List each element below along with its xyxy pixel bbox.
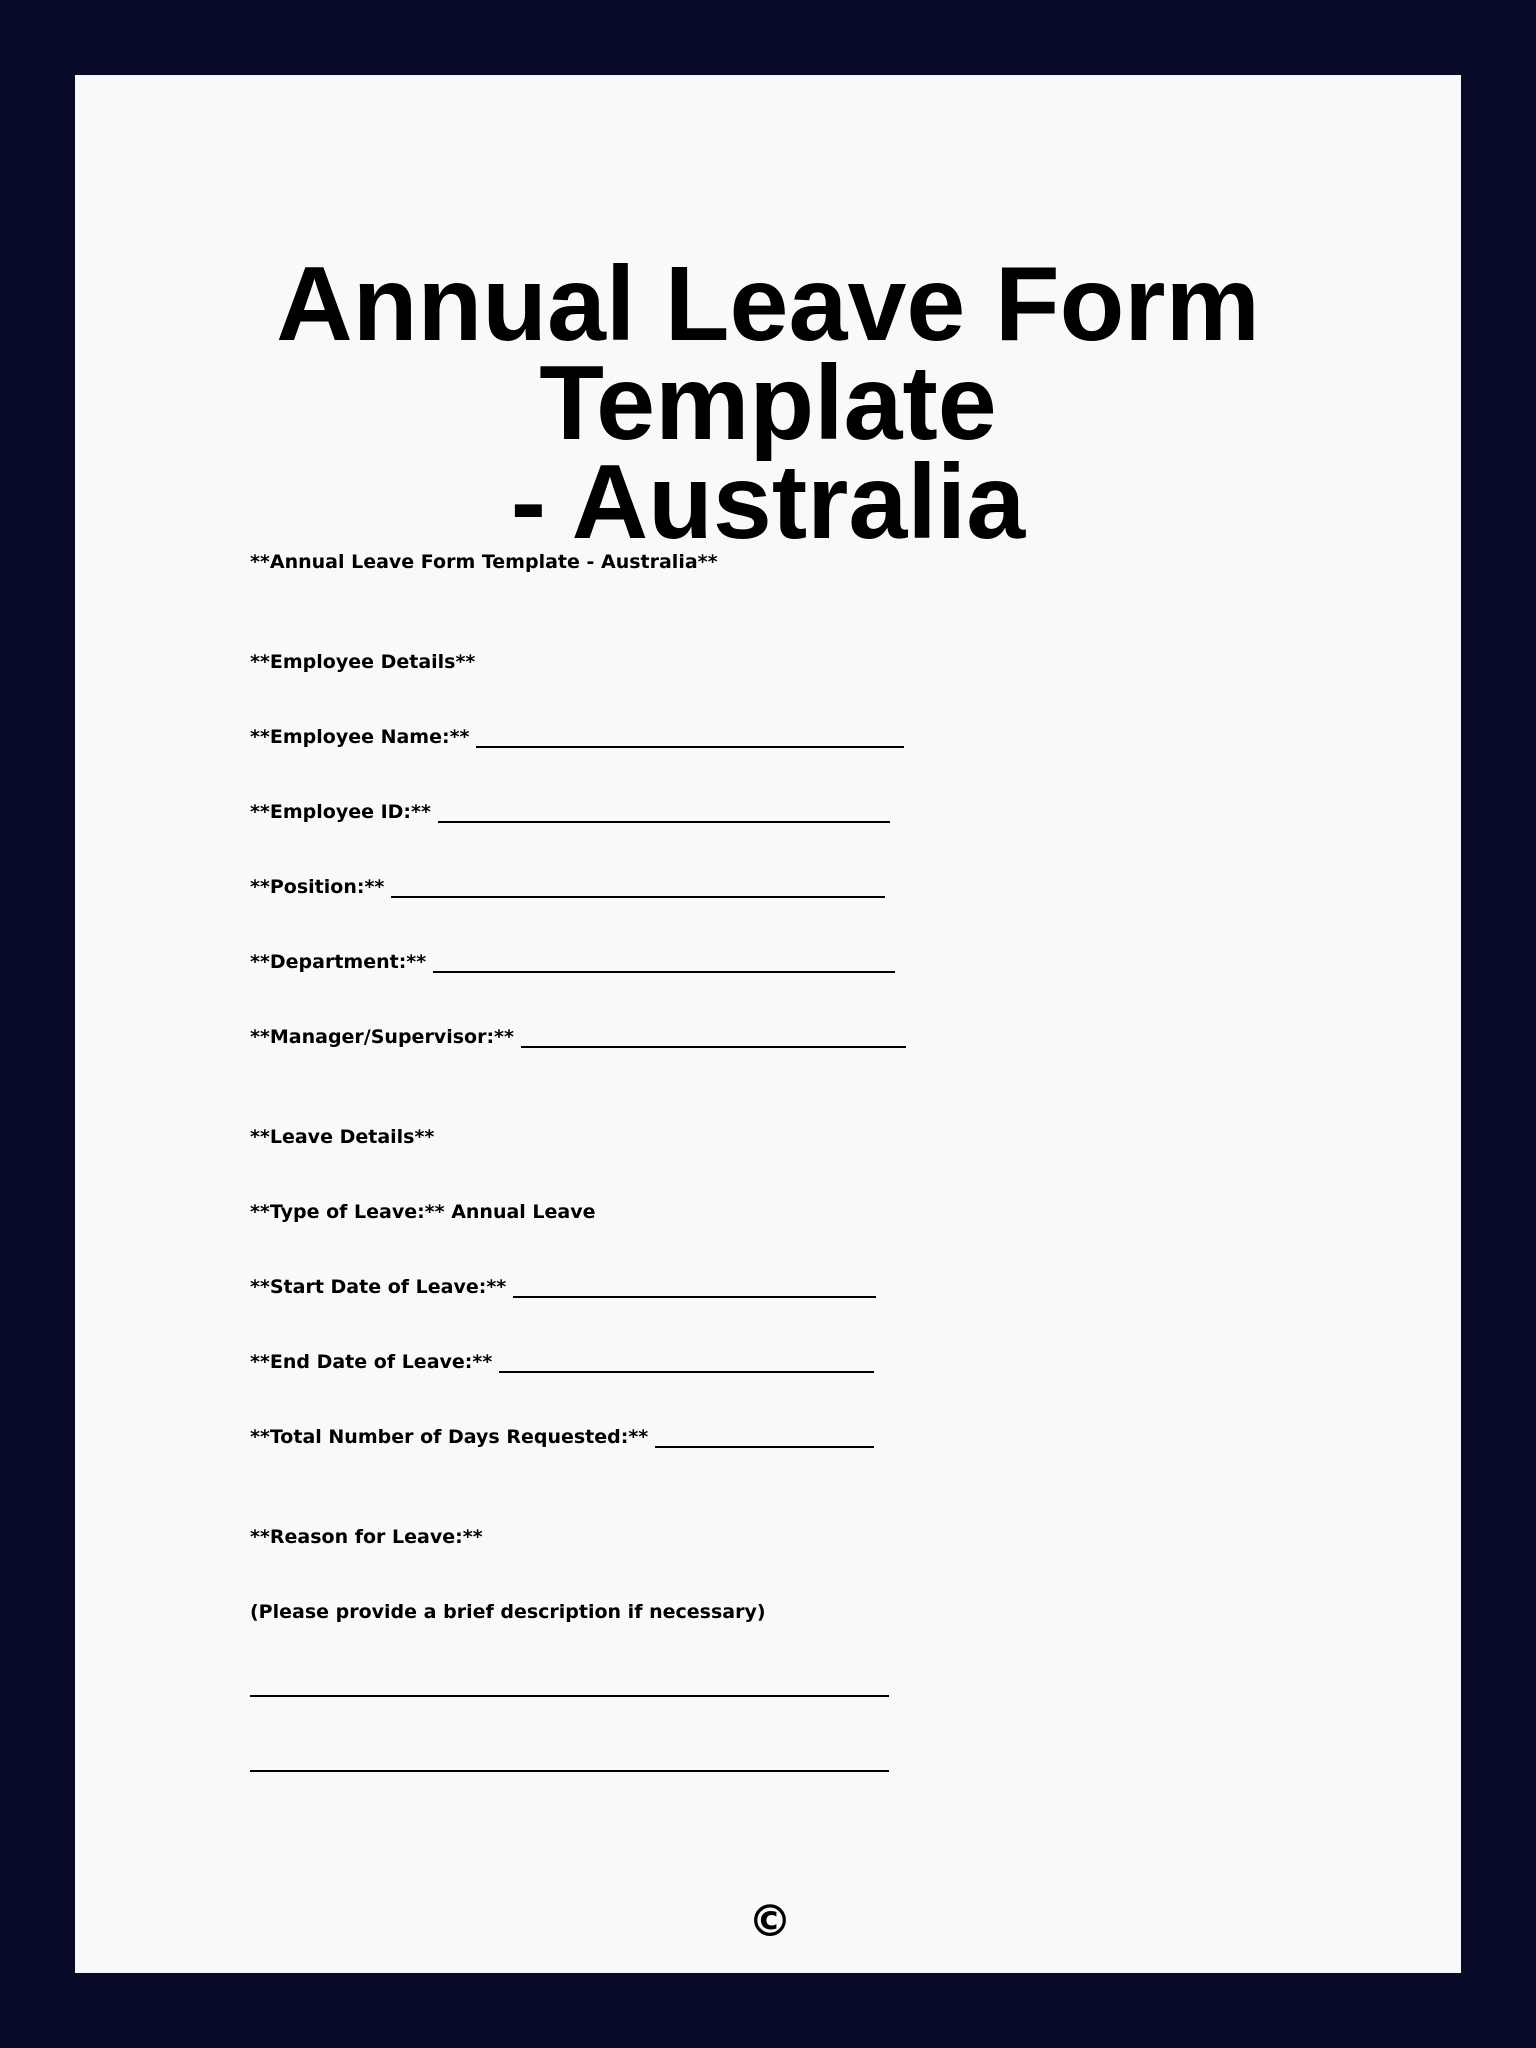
copyright-icon: © [748,1896,792,1947]
employee-details-heading: **Employee Details** [250,651,476,673]
leave-type-value: Annual Leave [451,1201,596,1223]
employee-name-label: **Employee Name:** [250,726,470,748]
employee-name-field [250,725,904,749]
reason-line-1[interactable] [250,1695,889,1697]
department-field [250,950,895,974]
total-days-blank[interactable] [655,1446,874,1448]
leave-details-heading: **Leave Details** [250,1126,435,1148]
total-days-label: **Total Number of Days Requested:** [250,1426,649,1448]
reason-line-2[interactable] [250,1770,889,1772]
end-date-field [250,1350,874,1374]
leave-type-label: **Type of Leave:** [250,1201,445,1223]
end-date-blank[interactable] [499,1371,874,1373]
document-page [75,75,1461,1973]
department-label: **Department:** [250,951,427,973]
start-date-blank[interactable] [513,1296,876,1298]
employee-id-label: **Employee ID:** [250,801,431,823]
leave-type-row [250,1200,596,1224]
end-date-label: **End Date of Leave:** [250,1351,493,1373]
total-days-field [250,1425,874,1449]
form-heading: **Annual Leave Form Template - Australia** [250,551,718,573]
start-date-field [250,1275,876,1299]
position-blank[interactable] [391,896,885,898]
start-date-label: **Start Date of Leave:** [250,1276,507,1298]
manager-label: **Manager/Supervisor:** [250,1026,514,1048]
employee-id-blank[interactable] [438,821,890,823]
employee-id-field [250,800,890,824]
reason-heading: **Reason for Leave:** [250,1526,483,1548]
employee-name-blank[interactable] [476,746,904,748]
department-blank[interactable] [433,971,895,973]
position-field [250,875,885,899]
reason-instruction: (Please provide a brief description if necessary) [250,1601,766,1623]
manager-blank[interactable] [521,1046,906,1048]
manager-field [250,1025,906,1049]
position-label: **Position:** [250,876,385,898]
document-title: Annual Leave Form Template - Australia [276,245,1260,561]
